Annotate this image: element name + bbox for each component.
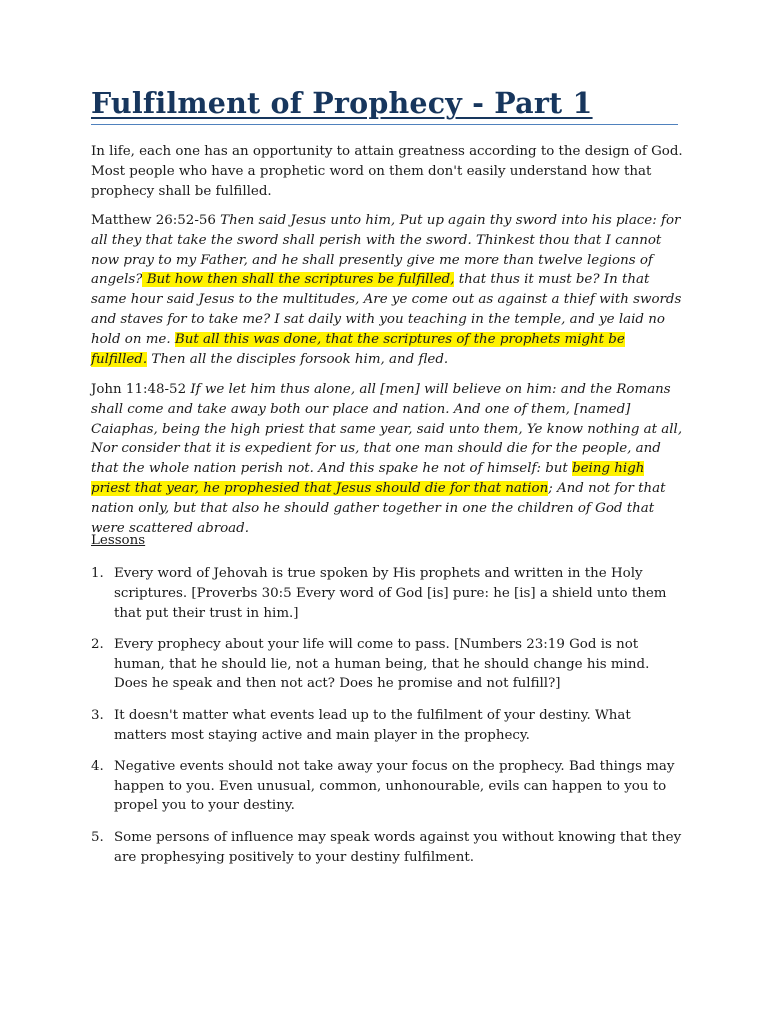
list-item-text: Some persons of influence may speak words against you without knowing that they are prophesying positively to your destiny fulfilment.	[114, 829, 682, 865]
matthew-highlight-2: But all this was done, that the scriptures of the prophets might be fulfilled.	[91, 331, 625, 367]
matthew-reference: Matthew 26:52-56	[91, 213, 221, 228]
list-item-text: Negative events should not take away your focus on the prophecy. Bad things may happen to you. Even unusual, common, unhonourable, evils can happen to you to propel you to your destiny.	[114, 758, 675, 814]
matthew-paragraph	[91, 211, 683, 369]
list-item	[91, 828, 683, 868]
list-item-number: 3.	[91, 707, 104, 723]
lessons-heading: Lessons	[91, 533, 146, 548]
matthew-highlight-1: But how then shall the scriptures be fulfilled,	[142, 272, 455, 288]
intro-paragraph: In life, each one has an opportunity to attain greatness according to the design of God. Most people who have a prophetic word on them don't easily understand how that prophecy shall be fulfilled.	[91, 144, 683, 199]
list-item	[91, 706, 683, 746]
john-text-1: If we let him thus alone, all [men] will believe on him: and the Romans shall come and take away both our place and nation. And one of them, [named] Caiaphas, being the high priest that same year, said unto them, Ye know nothing at all, Nor consider that it is expedient for us, that one man should die for the people, and that the whole nation perish not. And this spake he not of himself: but	[91, 382, 683, 477]
list-item-number: 4.	[91, 758, 104, 774]
matthew-text-2: that thus it must be? In that same hour said Jesus to the multitudes, Are ye come out as against a thief with swords and staves for to take me? I sat daily with you teaching in the temple, and ye laid no hold on me.	[91, 272, 682, 347]
list-item	[91, 635, 683, 694]
matthew-text-3: Then all the disciples forsook him, and fled.	[147, 351, 449, 367]
matthew-text-1: Then said Jesus unto him, Put up again thy sword into his place: for all they that take the sword shall perish with the sword. Thinkest thou that I cannot now pray to my Father, and he shall presently give me more than twelve legions of angels?	[91, 213, 681, 288]
list-item-text: It doesn't matter what events lead up to the fulfilment of your destiny. What matters most staying active and main player in the prophecy.	[114, 707, 631, 743]
list-item-number: 1.	[91, 566, 104, 581]
list-item	[91, 757, 683, 816]
john-paragraph	[91, 380, 683, 538]
john-highlight-1: being high priest that year, he prophesied that Jesus should die for that nation	[91, 461, 645, 496]
list-item	[91, 564, 683, 623]
john-reference: John 11:48-52	[91, 382, 191, 397]
john-text-2: ; And not for that nation only, but that also he should gather together in one the children of God that were scattered abroad.	[91, 480, 666, 536]
list-item-number: 2.	[91, 636, 104, 652]
list-item-number: 5.	[91, 829, 104, 845]
title-divider	[91, 124, 678, 125]
page-title: Fulfilment of Prophecy - Part 1	[91, 86, 593, 120]
list-item-text: Every word of Jehovah is true spoken by His prophets and written in the Holy scriptures. [Proverbs 30:5 Every word of God [is] pure: he [is] a shield unto them that put their trust in him.]	[114, 566, 667, 621]
list-item-text: Every prophecy about your life will come to pass. [Numbers 23:19 God is not human, that he should lie, not a human being, that he should change his mind. Does he speak and then not act? Does he promise and not fulfill?]	[114, 636, 650, 692]
lessons-list	[91, 564, 683, 879]
